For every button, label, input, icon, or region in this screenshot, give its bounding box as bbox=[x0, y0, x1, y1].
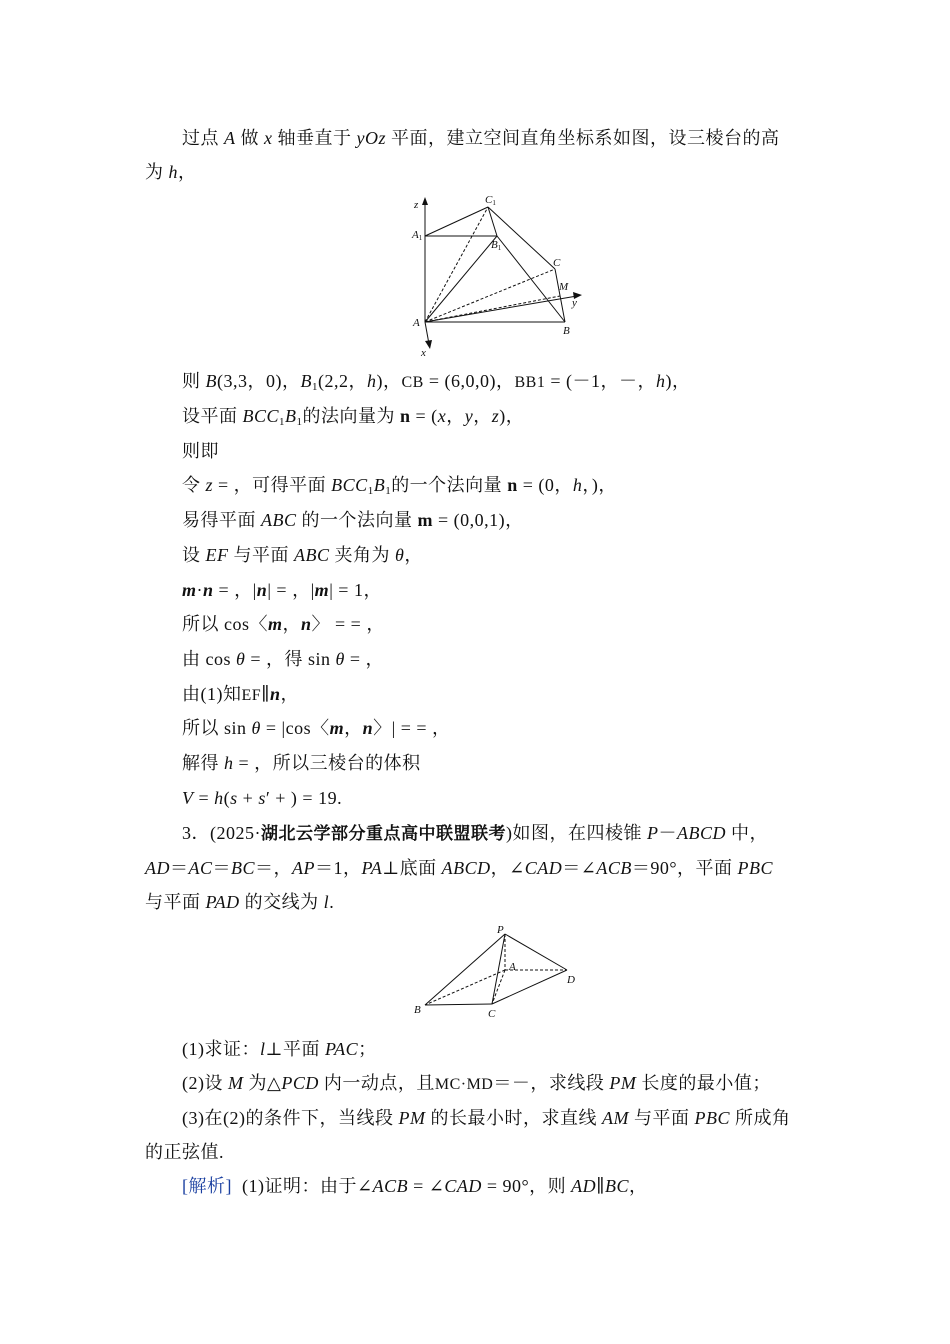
problem-3-line-1: 3．(2025·湖北云学部分重点高中联盟联考)如图，在四棱锥 P－ABCD 中， bbox=[182, 823, 768, 844]
label-D: D bbox=[567, 974, 575, 986]
label-B: B bbox=[414, 1004, 421, 1016]
step-7: m·n = ，|n| = ，|m| = 1， bbox=[182, 580, 382, 600]
edge-CB bbox=[555, 269, 565, 322]
label-A: A bbox=[509, 961, 516, 973]
label-M: M bbox=[559, 281, 569, 293]
edge-B1B bbox=[497, 236, 565, 322]
step-9: 由 cos θ = ，得 sin θ = ， bbox=[182, 649, 385, 669]
intro-line-1: 过点 A 做 x 轴垂直于 yOz 平面，建立空间直角坐标系如图，设三棱台的高 bbox=[182, 128, 780, 148]
question-2: (2)设 M 为△PCD 内一动点，且MC·MD＝－，求线段 PM 长度的最小值； bbox=[182, 1073, 771, 1093]
problem-3-line-2: AD＝AC＝BC＝，AP＝1，PA⊥底面 ABCD，∠CAD＝∠ACB＝90°，平面 PBC bbox=[145, 858, 774, 878]
step-6: 设 EF 与平面 ABC 夹角为 θ， bbox=[182, 545, 423, 565]
step-8: 所以 cos〈m，n〉 = = ， bbox=[182, 614, 385, 634]
problem-3-line-3: 与平面 PAD 的交线为 l. bbox=[145, 892, 335, 912]
edge-AB1 bbox=[425, 236, 497, 322]
step-2: 设平面 $BCC_1B_1$的法向量为 n = (x，y，z)， bbox=[182, 406, 525, 428]
label-P: P bbox=[497, 924, 504, 936]
label-y: y bbox=[572, 297, 577, 309]
label-C: C bbox=[488, 1008, 496, 1020]
pyramid-figure bbox=[405, 920, 585, 1025]
step-12: 解得 h = ，所以三棱台的体积 bbox=[182, 753, 421, 773]
edge-AC bbox=[425, 269, 555, 322]
edge-BC bbox=[425, 1004, 492, 1005]
solution-line-1: [解析] (1)证明：由于∠ACB = ∠CAD = 90°，则 AD∥BC， bbox=[182, 1176, 648, 1196]
question-1: (1)求证：l⊥平面 PAC； bbox=[182, 1039, 377, 1059]
edge-AC1 bbox=[425, 207, 488, 322]
edge-PB bbox=[425, 934, 505, 1005]
label-A1: A1 bbox=[412, 229, 423, 242]
label-x: x bbox=[421, 347, 426, 358]
x-arrow bbox=[425, 340, 432, 349]
step-13: V = h(s + s′ + ) = 19. bbox=[182, 788, 343, 808]
step-3: 则即 bbox=[182, 441, 219, 461]
step-11: 所以 sin θ = |cos〈m，n〉| = = ， bbox=[182, 718, 451, 738]
z-arrow bbox=[422, 197, 428, 205]
label-B: B bbox=[563, 325, 570, 337]
label-C: C bbox=[553, 257, 561, 269]
edge-AM bbox=[425, 296, 560, 322]
label-B1: B1 bbox=[491, 239, 502, 252]
analysis-tag: [解析] bbox=[182, 1176, 232, 1196]
label-C1: C1 bbox=[485, 194, 496, 207]
question-3-line-1: (3)在(2)的条件下，当线段 PM 的长最小时，求直线 AM 与平面 PBC 所成角 bbox=[182, 1108, 791, 1128]
step-10: 由(1)知EF∥n， bbox=[182, 684, 300, 704]
step-1: 则 B(3,3，0)，$B_1(2,2$，h)，CB = (6,0,0)，BB1 = (－1，－，h)， bbox=[182, 371, 691, 393]
question-3-line-2: 的正弦值. bbox=[145, 1142, 224, 1162]
intro-line-2: 为 h， bbox=[145, 162, 197, 182]
label-z: z bbox=[414, 199, 419, 211]
step-4: 令 z = ，可得平面 $BCC_1B_1$的一个法向量 n = (0，h，)， bbox=[182, 475, 617, 497]
frustum-coordinate-figure bbox=[405, 192, 605, 358]
label-A: A bbox=[413, 317, 420, 329]
edge-PC bbox=[492, 934, 505, 1004]
step-5: 易得平面 ABC 的一个法向量 m = (0,0,1)， bbox=[182, 510, 524, 530]
edge-A1C1 bbox=[425, 207, 488, 236]
